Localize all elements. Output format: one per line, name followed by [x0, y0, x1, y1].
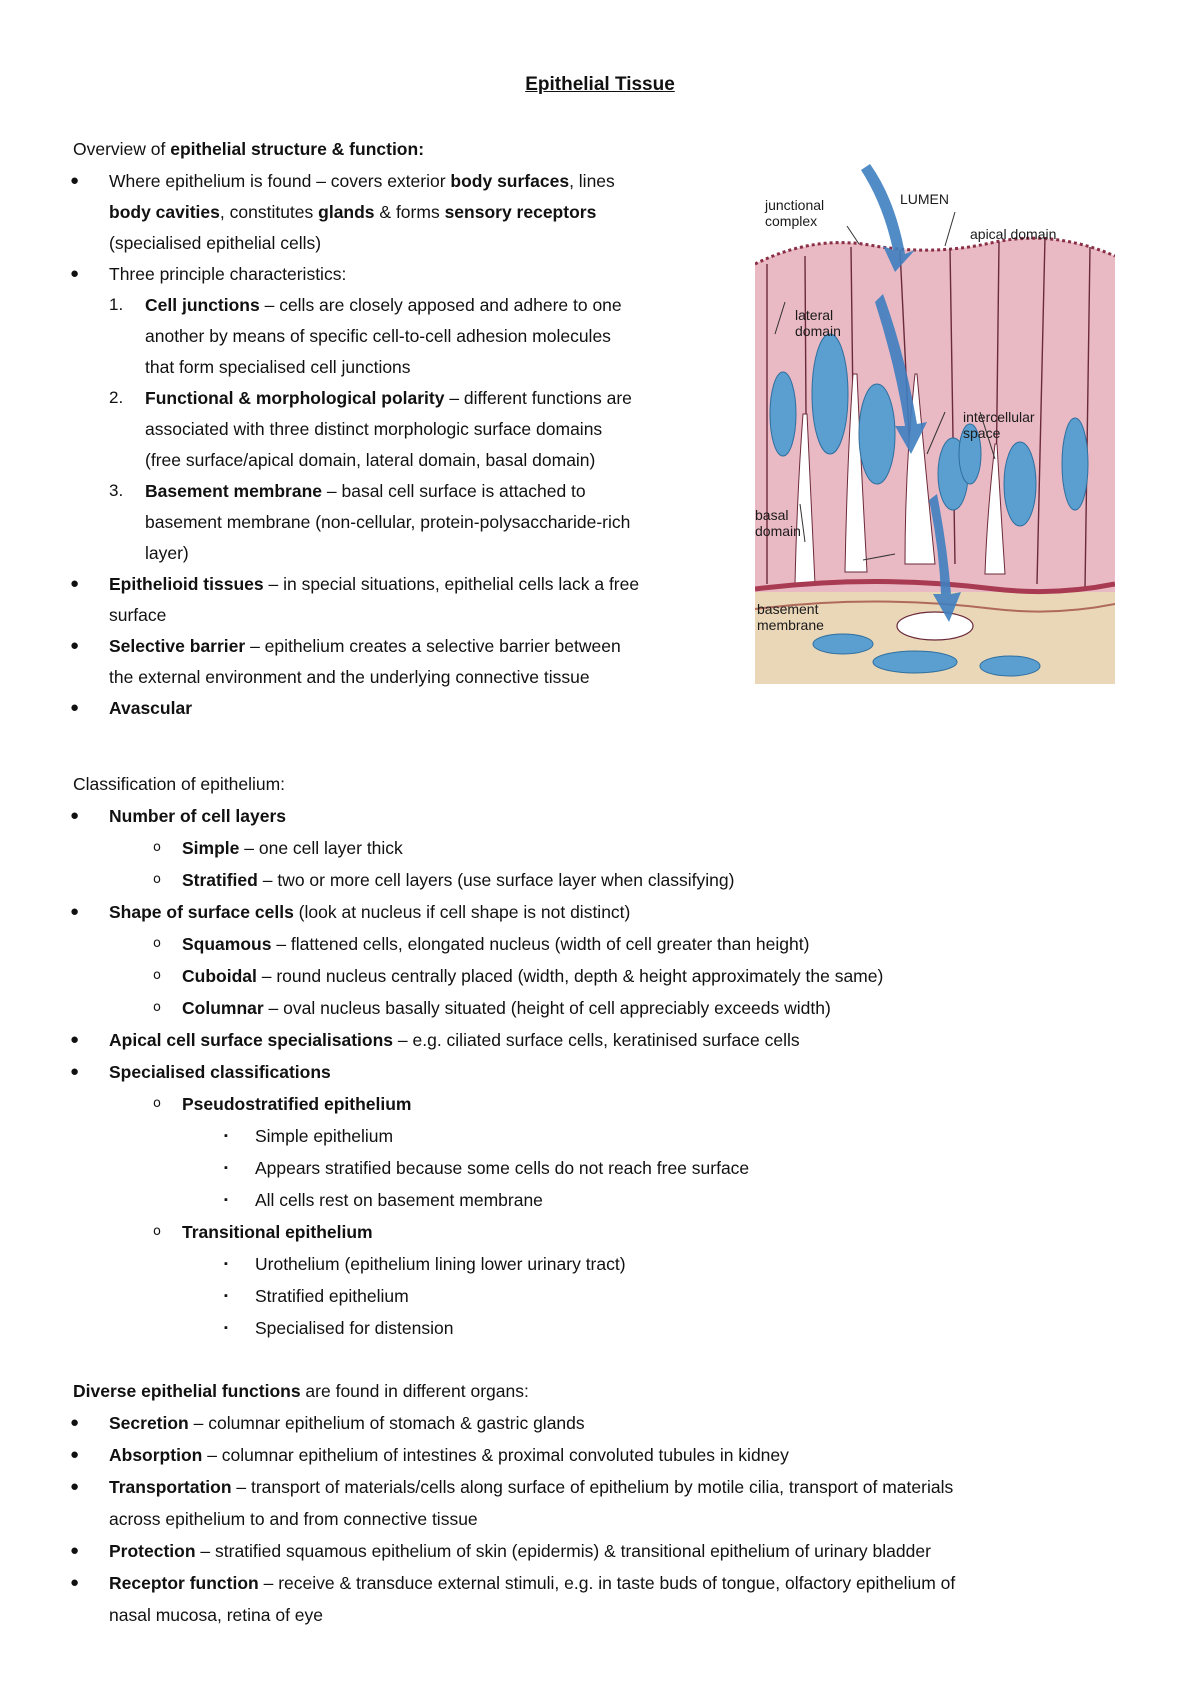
pseudo-sub-1: Simple epithelium	[255, 1126, 394, 1146]
char-1-line2: another by means of specific cell-to-cell adhesion molecules	[145, 326, 611, 346]
char-3-line3: layer)	[145, 543, 189, 563]
specialised-classifications: Specialised classifications	[109, 1062, 331, 1082]
text-bold: Receptor function	[109, 1573, 259, 1593]
bullet-disc: ●	[70, 1478, 80, 1495]
text: – epithelium creates a selective barrier between	[245, 636, 621, 656]
bullet-circle: o	[153, 936, 161, 951]
selective-line2: the external environment and the underlying connective tissue	[109, 667, 590, 687]
text: – stratified squamous epithelium of skin (epidermis) & transitional epithelium of urinary bladder	[195, 1541, 931, 1561]
text: – basal cell surface is attached to	[322, 481, 586, 501]
bullet-disc: ●	[70, 1446, 80, 1463]
absorption-item	[109, 1443, 789, 1467]
text: – one cell layer thick	[239, 838, 403, 858]
bullet-disc: ●	[70, 699, 80, 716]
number-1: 1.	[109, 295, 124, 314]
text-bold: Squamous	[182, 934, 272, 954]
label-basal-1: basal	[755, 507, 789, 523]
bullet-circle: o	[153, 872, 161, 887]
bullet-disc: ●	[70, 1542, 80, 1559]
receptor-line2: nasal mucosa, retina of eye	[109, 1605, 324, 1625]
apical-specialisations	[109, 1028, 800, 1052]
label-lateral-1: lateral	[795, 307, 834, 323]
number-2: 2.	[109, 388, 124, 407]
text: (look at nucleus if cell shape is not distinct)	[293, 902, 631, 922]
text: – in special situations, epithelial cells lack a free	[263, 574, 640, 594]
selective-line1	[109, 634, 621, 658]
text-bold: body surfaces	[450, 171, 570, 191]
text: Where epithelium is found – covers exterior	[109, 171, 451, 191]
epithelioid-line2: surface	[109, 605, 167, 625]
classification-heading: Classification of epithelium:	[73, 774, 286, 794]
text: , lines	[569, 171, 615, 191]
char-2-line2: associated with three distinct morphologic surface domains	[145, 419, 603, 439]
overview-heading-plain: Overview of	[73, 139, 171, 159]
trans-sub-3: Specialised for distension	[255, 1318, 454, 1338]
page-title: Epithelial Tissue	[525, 74, 675, 95]
functions-heading	[73, 1379, 529, 1403]
text: – different functions are	[444, 388, 632, 408]
char-2-line1	[145, 386, 632, 410]
pseudostratified: Pseudostratified epithelium	[182, 1094, 412, 1114]
text-bold: Stratified	[182, 870, 258, 890]
text-bold: Functional & morphological polarity	[145, 388, 445, 408]
shape-item	[109, 900, 630, 924]
bullet-disc: ●	[70, 1063, 80, 1080]
bullet-disc: ●	[70, 637, 80, 654]
columnar-item	[182, 996, 831, 1020]
bullet-disc: ●	[70, 575, 80, 592]
receptor-line1	[109, 1571, 955, 1595]
text-bold: Simple	[182, 838, 240, 858]
text-bold: body cavities	[109, 202, 220, 222]
overview-heading	[73, 137, 424, 161]
epithelioid-line1	[109, 572, 639, 596]
trans-sub-2: Stratified epithelium	[255, 1286, 409, 1306]
transportation-line1	[109, 1475, 953, 1499]
text-bold: Secretion	[109, 1413, 189, 1433]
text-bold: Basement membrane	[145, 481, 323, 501]
where-found-line1	[109, 169, 615, 193]
epithelium-diagram	[755, 164, 1115, 690]
bullet-disc: ●	[70, 1414, 80, 1431]
bullet-circle: o	[153, 1096, 161, 1111]
bullet-square: ▪	[224, 1162, 228, 1174]
squamous-item	[182, 932, 809, 956]
overview-heading-bold: epithelial structure & function:	[170, 139, 425, 159]
three-characteristics: Three principle characteristics:	[109, 264, 347, 284]
char-1-line3: that form specialised cell junctions	[145, 357, 411, 377]
text-bold: Cell junctions	[145, 295, 260, 315]
cuboidal-item	[182, 964, 883, 988]
text-bold: glands	[318, 202, 375, 222]
pseudo-sub-3: All cells rest on basement membrane	[255, 1190, 543, 1210]
char-1-line1	[145, 293, 622, 317]
label-intercellular-1: intercellular	[963, 409, 1035, 425]
label-basement-2: membrane	[757, 617, 824, 633]
bullet-square: ▪	[224, 1258, 228, 1270]
label-basement-1: basement	[757, 601, 819, 617]
text-bold: Columnar	[182, 998, 264, 1018]
label-lateral-2: domain	[795, 323, 841, 339]
bullet-circle: o	[153, 1224, 161, 1239]
label-basal-2: domain	[755, 523, 801, 539]
text: – e.g. ciliated surface cells, keratinised surface cells	[393, 1030, 800, 1050]
text-bold: Transportation	[109, 1477, 232, 1497]
label-junctional-2: complex	[765, 213, 818, 229]
bullet-disc: ●	[70, 807, 80, 824]
bullet-square: ▪	[224, 1194, 228, 1206]
secretion-item	[109, 1411, 585, 1435]
text: – round nucleus centrally placed (width, depth & height approximately the same)	[256, 966, 884, 986]
bullet-disc: ●	[70, 903, 80, 920]
label-apical: apical domain	[970, 226, 1057, 242]
char-2-line3: (free surface/apical domain, lateral domain, basal domain)	[145, 450, 596, 470]
text-bold: sensory receptors	[444, 202, 597, 222]
text: , constitutes	[219, 202, 319, 222]
transportation-line2: across epithelium to and from connective tissue	[109, 1509, 478, 1529]
avascular: Avascular	[109, 698, 193, 718]
pseudo-sub-2: Appears stratified because some cells do not reach free surface	[255, 1158, 750, 1178]
capillary	[897, 612, 973, 640]
text: – two or more cell layers (use surface layer when classifying)	[257, 870, 735, 890]
bullet-square: ▪	[224, 1130, 228, 1142]
text-bold: Protection	[109, 1541, 196, 1561]
text: – transport of materials/cells along surface of epithelium by motile cilia, transport of materials	[231, 1477, 954, 1497]
bullet-square: ▪	[224, 1290, 228, 1302]
bullet-circle: o	[153, 1000, 161, 1015]
simple-item	[182, 836, 403, 860]
text: – columnar epithelium of intestines & proximal convoluted tubules in kidney	[202, 1445, 789, 1465]
text-bold: Diverse epithelial functions	[73, 1381, 301, 1401]
text-bold: Cuboidal	[182, 966, 257, 986]
char-3-line1	[145, 479, 586, 503]
bullet-circle: o	[153, 840, 161, 855]
where-found-line3: (specialised epithelial cells)	[109, 233, 322, 253]
where-found-line2	[109, 200, 596, 224]
trans-sub-1: Urothelium (epithelium lining lower urinary tract)	[255, 1254, 626, 1274]
bullet-disc: ●	[70, 172, 80, 189]
text-bold: Apical cell surface specialisations	[109, 1030, 394, 1050]
text: & forms	[374, 202, 445, 222]
bullet-disc: ●	[70, 265, 80, 282]
bullet-circle: o	[153, 968, 161, 983]
text: – receive & transduce external stimuli, e.g. in taste buds of tongue, olfactory epithelium of	[258, 1573, 956, 1593]
number-3: 3.	[109, 481, 124, 500]
protection-item	[109, 1539, 931, 1563]
text: – flattened cells, elongated nucleus (width of cell greater than height)	[271, 934, 810, 954]
text-bold: Absorption	[109, 1445, 203, 1465]
bullet-disc: ●	[70, 1031, 80, 1048]
text: – columnar epithelium of stomach & gastric glands	[188, 1413, 585, 1433]
stratified-item	[182, 868, 734, 892]
label-intercellular-2: space	[963, 425, 1001, 441]
bullet-disc: ●	[70, 1574, 80, 1591]
bullet-square: ▪	[224, 1322, 228, 1334]
cell-layers: Number of cell layers	[109, 806, 287, 826]
label-lumen: LUMEN	[900, 191, 950, 207]
text-bold: Epithelioid tissues	[109, 574, 264, 594]
char-3-line2: basement membrane (non-cellular, protein-polysaccharide-rich	[145, 512, 631, 532]
text: are found in different organs:	[300, 1381, 529, 1401]
text-bold: Selective barrier	[109, 636, 246, 656]
transitional: Transitional epithelium	[182, 1222, 373, 1242]
label-junctional-1: junctional	[765, 197, 825, 213]
text: – oval nucleus basally situated (height of cell appreciably exceeds width)	[263, 998, 831, 1018]
text: – cells are closely apposed and adhere to one	[259, 295, 622, 315]
text-bold: Shape of surface cells	[109, 902, 294, 922]
